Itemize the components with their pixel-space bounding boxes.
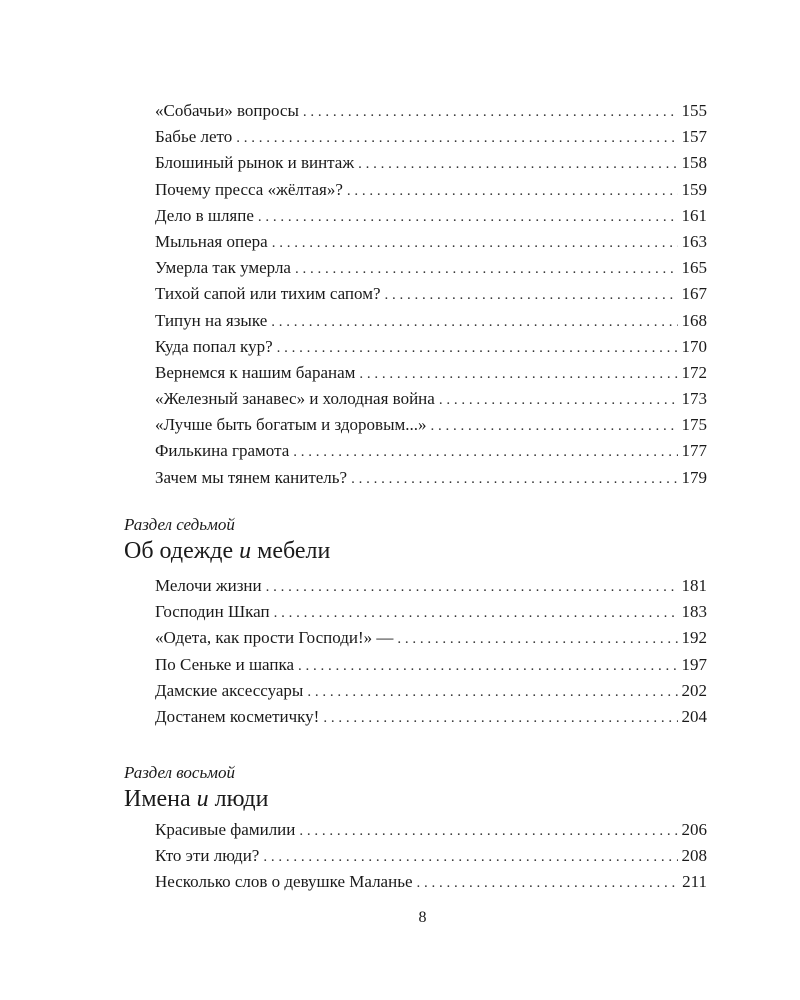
toc-entry-page: 206 <box>681 820 707 839</box>
toc-entry-page: 192 <box>681 628 707 648</box>
toc-list-section-seven <box>155 573 707 730</box>
dot-leader <box>385 282 678 308</box>
toc-entry-title: Мыльная опера <box>155 231 268 251</box>
toc-entry-title: Типун на языке <box>155 310 268 330</box>
toc-entry-title: «Железный занавес» и холодная война <box>155 389 435 409</box>
toc-entry[interactable] <box>155 360 707 386</box>
toc-entry-page: 173 <box>681 389 707 409</box>
toc-entry[interactable] <box>155 869 707 895</box>
toc-entry-title: Господин Шкап <box>155 602 270 622</box>
toc-entry-title: Вернемся к нашим баранам <box>155 362 356 382</box>
toc-entry[interactable] <box>155 652 707 678</box>
dot-leader <box>258 204 678 230</box>
toc-entry-page: 167 <box>681 284 707 304</box>
dot-leader <box>298 653 677 679</box>
toc-entry[interactable] <box>155 150 707 176</box>
toc-entry-page: 211 <box>682 872 707 892</box>
dot-leader <box>347 178 678 204</box>
toc-list-section-eight <box>155 817 707 896</box>
dot-leader <box>266 574 678 600</box>
toc-entry-title: Красивые фамилии <box>155 820 296 839</box>
toc-entry[interactable] <box>155 573 707 599</box>
toc-entry-page: 183 <box>681 602 707 622</box>
toc-entry-title: Тихой сапой или тихим сапом? <box>155 284 381 304</box>
toc-entry[interactable] <box>155 704 707 730</box>
toc-entry-page: 157 <box>681 127 707 147</box>
toc-entry-page: 172 <box>681 362 707 382</box>
toc-entry-page: 170 <box>681 336 707 356</box>
toc-entry-page: 158 <box>681 153 707 173</box>
toc-entry-title: Зачем мы тянем канитель? <box>155 467 348 487</box>
toc-entry[interactable] <box>155 843 707 869</box>
dot-leader <box>303 99 678 125</box>
dot-leader <box>323 705 677 731</box>
toc-entry-page: 181 <box>681 576 707 595</box>
toc-entry[interactable] <box>155 308 707 334</box>
page-number: 8 <box>418 909 427 926</box>
toc-entry[interactable] <box>155 229 707 255</box>
toc-entry[interactable] <box>155 98 707 124</box>
dot-leader <box>293 439 677 465</box>
toc-entry-page: 208 <box>681 846 707 866</box>
toc-entry[interactable] <box>155 177 707 203</box>
toc-entry[interactable] <box>155 281 707 307</box>
dot-leader <box>307 679 677 705</box>
toc-entry[interactable] <box>155 255 707 281</box>
toc-entry-title: Кто эти люди? <box>155 846 260 866</box>
toc-entry-title: «Лучше быть богатым и здоровым...» <box>155 415 427 435</box>
toc-entry-title: Дамские аксессуары <box>155 680 304 700</box>
toc-entry-page: 202 <box>681 680 707 700</box>
section-title-part: люди <box>214 786 269 812</box>
toc-entry[interactable] <box>155 124 707 150</box>
toc-entry-title: Несколько слов о девушке Маланье <box>155 872 413 892</box>
toc-entry-title: Блошиный рынок и винтаж <box>155 153 355 173</box>
section-title-part: Об одежде <box>124 538 234 564</box>
section-eight-label: Раздел восьмой <box>124 763 236 782</box>
dot-leader <box>272 230 678 256</box>
toc-entry-page: 197 <box>681 654 707 674</box>
toc-entry[interactable] <box>155 599 707 625</box>
toc-entry[interactable] <box>155 386 707 412</box>
toc-entry[interactable] <box>155 678 707 704</box>
toc-entry-title: Бабье лето <box>155 127 233 147</box>
toc-entry-page: 168 <box>681 310 707 330</box>
toc-entry-title: По Сеньке и шапка <box>155 654 295 674</box>
dot-leader <box>417 870 679 896</box>
dot-leader <box>397 626 677 652</box>
dot-leader <box>277 335 678 361</box>
section-title-part: мебели <box>257 538 331 564</box>
toc-entry-title: Дело в шляпе <box>155 205 254 225</box>
dot-leader <box>359 361 677 387</box>
toc-entry-title: Почему пресса «жёлтая»? <box>155 179 343 199</box>
section-eight-title <box>124 784 268 814</box>
section-seven-title <box>124 536 330 566</box>
toc-entry-title: Мелочи жизни <box>155 576 262 595</box>
dot-leader <box>351 466 677 492</box>
toc-entry[interactable] <box>155 203 707 229</box>
dot-leader <box>299 818 677 844</box>
toc-entry-title: Достанем косметичку! <box>155 706 320 726</box>
toc-entry-page: 204 <box>681 706 707 726</box>
toc-entry-page: 175 <box>681 415 707 435</box>
dot-leader <box>271 309 677 335</box>
toc-entry-page: 165 <box>681 258 707 278</box>
toc-entry-page: 177 <box>681 441 707 461</box>
dot-leader <box>439 387 678 413</box>
toc-entry-title: Умерла так умерла <box>155 258 291 278</box>
toc-entry-title: Куда попал кур? <box>155 336 273 356</box>
section-seven-label: Раздел седьмой <box>124 515 235 534</box>
dot-leader <box>295 256 678 282</box>
toc-entry-page: 159 <box>681 179 707 199</box>
toc-entry-title: Филькина грамота <box>155 441 290 461</box>
toc-entry-page: 155 <box>681 101 707 120</box>
toc-entry[interactable] <box>155 465 707 491</box>
dot-leader <box>236 125 677 151</box>
toc-entry-page: 161 <box>681 205 707 225</box>
dot-leader <box>431 413 678 439</box>
toc-entry-title: «Одета, как прости Господи!» — <box>155 628 394 648</box>
toc-entry[interactable] <box>155 334 707 360</box>
toc-entry-title: «Собачьи» вопросы <box>155 101 299 120</box>
section-title-part: Имена <box>124 786 191 812</box>
toc-entry[interactable] <box>155 438 707 464</box>
toc-entry[interactable] <box>155 625 707 651</box>
dot-leader <box>263 844 677 870</box>
section-title-conjunction: и <box>196 786 209 812</box>
toc-entry-page: 179 <box>681 467 707 487</box>
toc-list-continuation <box>155 98 707 491</box>
toc-entry-page: 163 <box>681 231 707 251</box>
toc-entry[interactable] <box>155 817 707 843</box>
section-title-conjunction: и <box>239 538 252 564</box>
dot-leader <box>274 600 678 626</box>
dot-leader <box>358 151 677 177</box>
toc-entry[interactable] <box>155 412 707 438</box>
